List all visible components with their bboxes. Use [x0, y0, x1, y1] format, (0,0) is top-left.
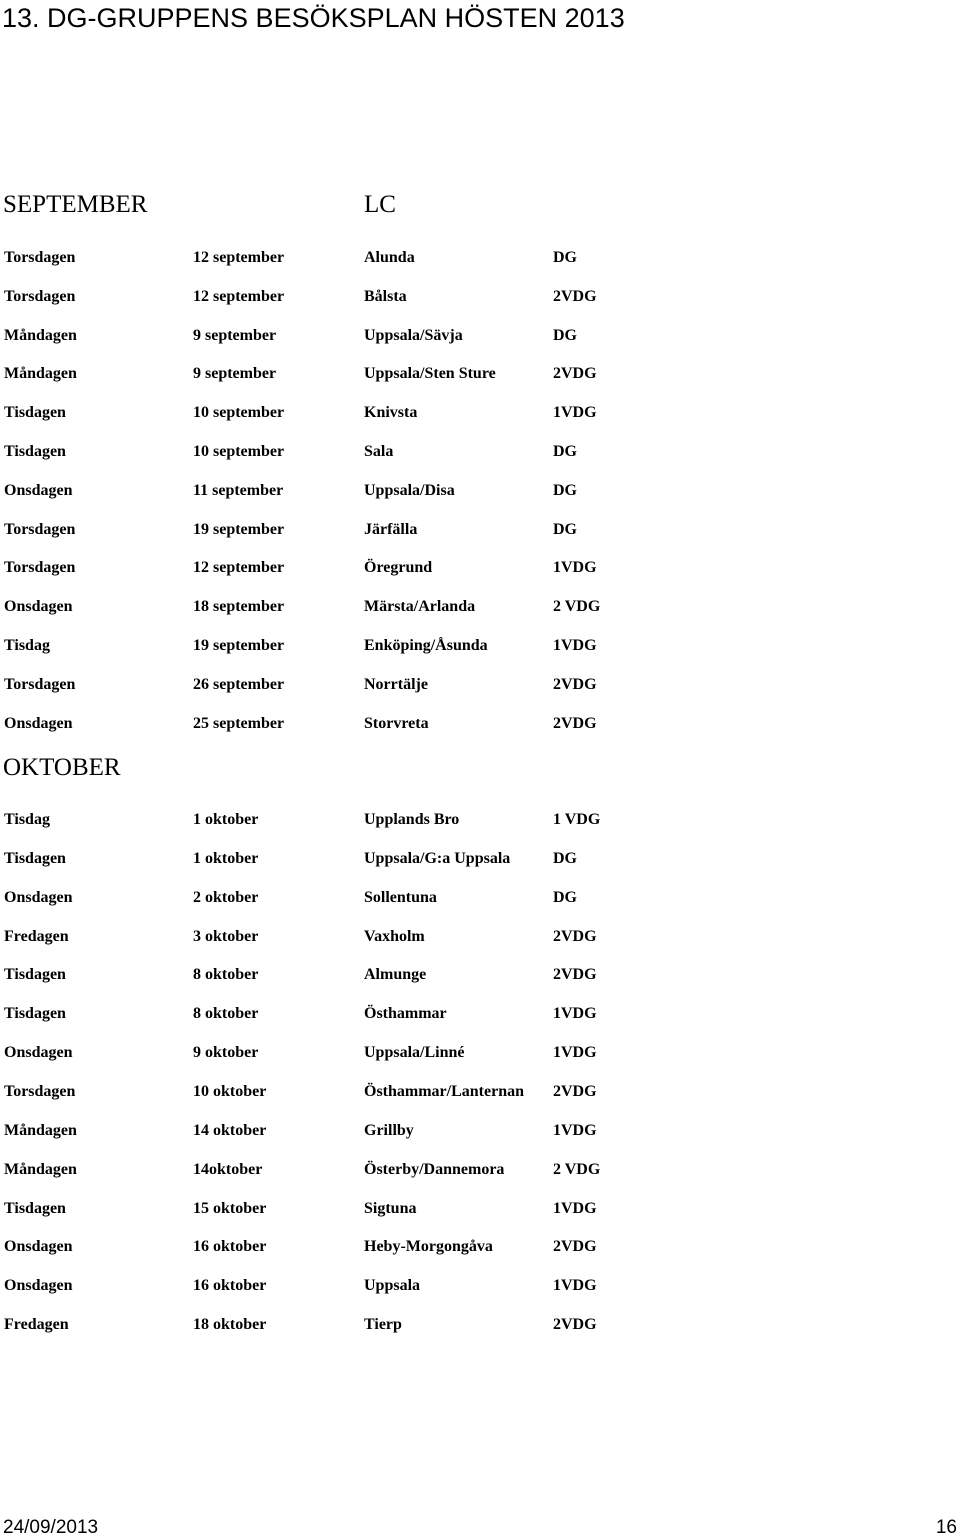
column-heading-lc: LC: [364, 191, 396, 218]
date-cell: 1 oktober: [193, 811, 259, 828]
table-row: [0, 480, 960, 502]
club-cell: Knivsta: [364, 404, 418, 422]
table-row: [0, 1120, 960, 1142]
day-cell: Tisdagen: [4, 443, 66, 460]
table-row: [0, 1003, 960, 1025]
club-cell: Uppsala/Disa: [364, 481, 455, 499]
day-cell: Onsdagen: [4, 1044, 73, 1062]
table-row: [0, 1042, 960, 1064]
club-cell: Tierp: [364, 1316, 402, 1334]
table-row: [0, 557, 960, 579]
date-cell: 16 oktober: [193, 1238, 267, 1256]
visitor-cell: DG: [553, 443, 577, 460]
day-cell: Onsdagen: [4, 1238, 73, 1256]
club-cell: Enköping/Åsunda: [364, 637, 488, 654]
visitor-cell: DG: [553, 888, 577, 906]
date-cell: 15 oktober: [193, 1199, 267, 1217]
visitor-cell: 1VDG: [553, 559, 597, 577]
table-row: [0, 402, 960, 424]
date-cell: 14oktober: [193, 1160, 263, 1178]
club-cell: Grillby: [364, 1121, 414, 1139]
club-cell: Uppsala/Linné: [364, 1044, 465, 1062]
club-cell: Almunge: [364, 966, 427, 984]
table-row: [0, 809, 960, 831]
date-cell: 3 oktober: [193, 927, 259, 945]
club-cell: Alunda: [364, 249, 415, 266]
date-cell: 19 september: [193, 637, 285, 654]
date-cell: 9 oktober: [193, 1044, 259, 1062]
day-cell: Tisdagen: [4, 1005, 66, 1023]
club-cell: Östhammar/Lanternan: [364, 1082, 524, 1100]
date-cell: 11 september: [193, 481, 284, 499]
table-row: [0, 596, 960, 618]
day-cell: Torsdagen: [4, 249, 76, 266]
table-row: [0, 713, 960, 735]
table-row: [0, 1081, 960, 1103]
day-cell: Onsdagen: [4, 714, 73, 732]
date-cell: 10 oktober: [193, 1082, 267, 1100]
visitor-cell: 1 VDG: [553, 811, 601, 828]
day-cell: Måndagen: [4, 365, 77, 383]
table-row: [0, 1236, 960, 1258]
day-cell: Fredagen: [4, 1316, 69, 1334]
visitor-cell: 2 VDG: [553, 1160, 601, 1178]
table-row: [0, 441, 960, 463]
visitor-cell: DG: [553, 481, 577, 499]
date-cell: 12 september: [193, 559, 285, 577]
date-cell: 19 september: [193, 520, 285, 538]
day-cell: Onsdagen: [4, 598, 73, 616]
club-cell: Heby-Morgongåva: [364, 1238, 493, 1256]
table-row: [0, 887, 960, 909]
visitor-cell: 2VDG: [553, 675, 597, 693]
visitor-cell: 2VDG: [553, 714, 597, 732]
visitor-cell: DG: [553, 849, 577, 867]
table-row: [0, 1159, 960, 1181]
section-heading-september: SEPTEMBER: [3, 191, 148, 218]
table-row: [0, 363, 960, 385]
club-cell: Uppsala/G:a Uppsala: [364, 849, 511, 867]
table-row: [0, 964, 960, 986]
day-cell: Tisdag: [4, 637, 50, 654]
club-cell: Upplands Bro: [364, 811, 460, 828]
date-cell: 9 september: [193, 365, 277, 383]
club-cell: Öregrund: [364, 559, 433, 577]
day-cell: Tisdagen: [4, 404, 66, 422]
visitor-cell: DG: [553, 520, 577, 538]
table-row: [0, 325, 960, 347]
visitor-cell: DG: [553, 326, 577, 344]
date-cell: 8 oktober: [193, 966, 259, 984]
day-cell: Tisdag: [4, 811, 50, 828]
section-heading-oktober: OKTOBER: [3, 754, 121, 781]
club-cell: Sala: [364, 443, 394, 460]
day-cell: Onsdagen: [4, 481, 73, 499]
day-cell: Torsdagen: [4, 1082, 76, 1100]
visitor-cell: 2VDG: [553, 1082, 597, 1100]
visitor-cell: 1VDG: [553, 1199, 597, 1217]
club-cell: Bålsta: [364, 287, 407, 305]
visitor-cell: 2VDG: [553, 365, 597, 383]
table-row: [0, 674, 960, 696]
date-cell: 18 september: [193, 598, 285, 616]
table-row: [0, 247, 960, 269]
club-cell: Österby/Dannemora: [364, 1160, 505, 1178]
club-cell: Sigtuna: [364, 1199, 417, 1217]
date-cell: 18 oktober: [193, 1316, 267, 1334]
table-row: [0, 1314, 960, 1336]
footer-date: 24/09/2013: [3, 1517, 99, 1538]
day-cell: Onsdagen: [4, 1277, 73, 1295]
table-row: [0, 1275, 960, 1297]
visitor-cell: 1VDG: [553, 637, 597, 654]
visitor-cell: 1VDG: [553, 1121, 597, 1139]
date-cell: 16 oktober: [193, 1277, 267, 1295]
day-cell: Tisdagen: [4, 1199, 66, 1217]
club-cell: Märsta/Arlanda: [364, 598, 476, 616]
club-cell: Norrtälje: [364, 675, 428, 693]
club-cell: Storvreta: [364, 714, 429, 732]
table-row: [0, 286, 960, 308]
table-row: [0, 519, 960, 541]
visitor-cell: 2VDG: [553, 927, 597, 945]
table-row: [0, 926, 960, 948]
visitor-cell: 2VDG: [553, 287, 597, 305]
visitor-cell: 2VDG: [553, 1316, 597, 1334]
club-cell: Uppsala/Sten Sture: [364, 365, 496, 383]
day-cell: Tisdagen: [4, 849, 66, 867]
date-cell: 12 september: [193, 287, 285, 305]
document-title: 13. DG-GRUPPENS BESÖKSPLAN HÖSTEN 2013: [2, 3, 625, 33]
day-cell: Torsdagen: [4, 559, 76, 577]
day-cell: Torsdagen: [4, 675, 76, 693]
club-cell: Uppsala/Sävja: [364, 326, 463, 344]
club-cell: Vaxholm: [364, 927, 425, 945]
day-cell: Onsdagen: [4, 888, 73, 906]
visitor-cell: DG: [553, 249, 577, 266]
visitor-cell: 2 VDG: [553, 598, 601, 616]
date-cell: 26 september: [193, 675, 285, 693]
date-cell: 2 oktober: [193, 888, 259, 906]
table-row: [0, 635, 960, 657]
date-cell: 10 september: [193, 404, 285, 422]
day-cell: Fredagen: [4, 927, 69, 945]
visitor-cell: 2VDG: [553, 1238, 597, 1256]
day-cell: Måndagen: [4, 1121, 77, 1139]
page-number: 16: [935, 1517, 957, 1538]
visitor-cell: 1VDG: [553, 1005, 597, 1023]
table-row: [0, 1198, 960, 1220]
visitor-cell: 1VDG: [553, 1044, 597, 1062]
visitor-cell: 1VDG: [553, 404, 597, 422]
date-cell: 9 september: [193, 326, 277, 344]
club-cell: Järfälla: [364, 520, 418, 538]
day-cell: Tisdagen: [4, 966, 66, 984]
club-cell: Uppsala: [364, 1277, 421, 1295]
day-cell: Torsdagen: [4, 287, 76, 305]
day-cell: Torsdagen: [4, 520, 76, 538]
visitor-cell: 2VDG: [553, 966, 597, 984]
date-cell: 1 oktober: [193, 849, 259, 867]
table-row: [0, 848, 960, 870]
date-cell: 10 september: [193, 443, 285, 460]
club-cell: Sollentuna: [364, 888, 437, 906]
day-cell: Måndagen: [4, 326, 77, 344]
club-cell: Östhammar: [364, 1005, 447, 1023]
day-cell: Måndagen: [4, 1160, 77, 1178]
date-cell: 8 oktober: [193, 1005, 259, 1023]
visitor-cell: 1VDG: [553, 1277, 597, 1295]
date-cell: 12 september: [193, 249, 285, 266]
date-cell: 14 oktober: [193, 1121, 267, 1139]
date-cell: 25 september: [193, 714, 285, 732]
